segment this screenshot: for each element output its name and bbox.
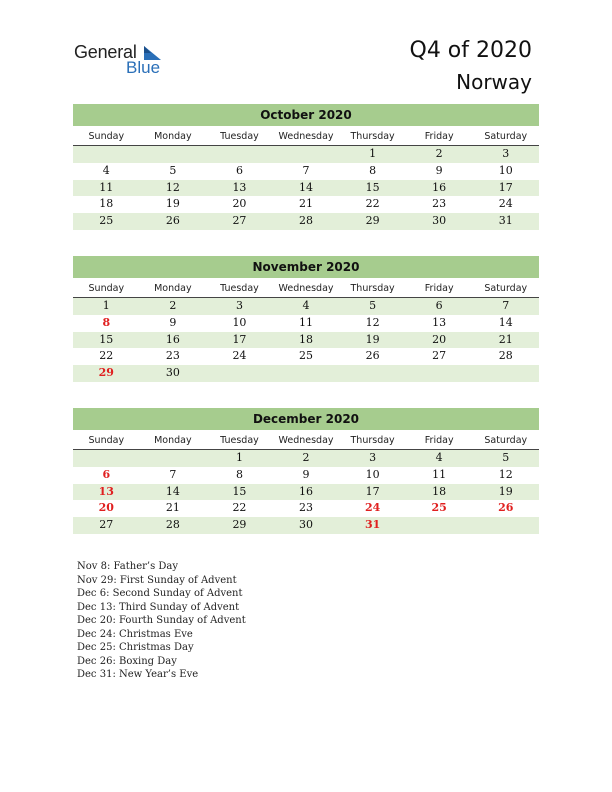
day-cell: 11: [432, 467, 447, 481]
day-cell: 7: [302, 163, 310, 177]
day-cell: 18: [299, 332, 314, 346]
day-cell: 9: [435, 163, 443, 177]
weekday-label: Friday: [424, 283, 454, 294]
day-cell: 14: [498, 315, 513, 329]
day-cell: 9: [302, 467, 310, 481]
day-cell: 30: [299, 518, 314, 532]
day-cell: [140, 450, 207, 467]
weekday-label: Saturday: [484, 435, 528, 446]
day-cell: 2: [302, 451, 310, 464]
day-cell: 19: [165, 197, 180, 211]
day-cell: 20: [432, 332, 447, 346]
holiday-note: Dec 31: New Year’s Eve: [77, 669, 199, 680]
week-row: [73, 332, 539, 349]
day-cell: [206, 365, 273, 382]
day-cell: 29: [365, 214, 380, 228]
weekday-header-row: [73, 432, 539, 450]
weekday-header-row: [73, 128, 539, 146]
day-cell: 4: [435, 451, 443, 464]
day-cell: 28: [165, 518, 180, 532]
holiday-note: Dec 24: Christmas Eve: [77, 628, 193, 640]
day-cell: 25: [431, 501, 447, 515]
day-cell: 17: [232, 332, 247, 346]
day-cell: 18: [99, 197, 114, 211]
day-cell: 11: [99, 180, 114, 194]
weekday-label: Tuesday: [220, 131, 259, 142]
day-cell: 31: [364, 518, 381, 532]
day-cell: 16: [165, 332, 180, 346]
week-row: [73, 196, 539, 213]
holiday-note: Nov 8: Father’s Day: [77, 561, 179, 572]
day-cell: 24: [498, 197, 513, 211]
day-cell: 13: [98, 484, 114, 498]
generalblue-logo: [74, 42, 174, 78]
day-cell: 15: [99, 332, 114, 346]
day-cell: [406, 365, 473, 382]
day-cell: 6: [435, 299, 443, 312]
day-cell: 4: [302, 299, 310, 312]
day-cell: 19: [365, 332, 380, 346]
weekday-label: Wednesday: [278, 283, 334, 294]
day-cell: 3: [235, 299, 243, 312]
day-cell: 22: [365, 197, 380, 211]
day-cell: [206, 146, 273, 163]
holiday-note: Nov 29: First Sunday of Advent: [77, 574, 237, 586]
weekday-label: Wednesday: [278, 131, 334, 142]
day-cell: 26: [165, 214, 180, 228]
holiday-note: Dec 6: Second Sunday of Advent: [77, 588, 243, 599]
day-cell: 2: [169, 299, 177, 312]
day-cell: 7: [502, 299, 510, 312]
day-cell: 22: [99, 349, 114, 363]
day-cell: 11: [299, 315, 314, 329]
day-cell: 15: [365, 180, 380, 194]
week-row: [73, 163, 539, 180]
week-row: [73, 146, 539, 163]
day-cell: 13: [432, 315, 447, 329]
day-cell: 27: [432, 349, 447, 363]
day-cell: 8: [369, 163, 377, 177]
weekday-label: Monday: [154, 131, 192, 142]
day-cell: [73, 146, 140, 163]
weekday-label: Sunday: [88, 131, 125, 142]
day-cell: 10: [365, 467, 380, 481]
day-cell: 13: [232, 180, 247, 194]
day-cell: [273, 365, 340, 382]
weekday-label: Friday: [424, 435, 454, 446]
day-cell: 5: [502, 451, 510, 464]
month-weeks: [73, 450, 539, 534]
weekday-label: Saturday: [484, 283, 528, 294]
day-cell: 25: [299, 349, 314, 363]
weekday-label: Sunday: [88, 435, 125, 446]
day-cell: 4: [102, 163, 110, 177]
week-row: [73, 517, 539, 534]
day-cell: [140, 146, 207, 163]
day-cell: 28: [299, 214, 314, 228]
day-cell: 23: [432, 197, 447, 211]
day-cell: 10: [232, 315, 247, 329]
day-cell: 22: [232, 501, 247, 515]
day-cell: 5: [169, 163, 177, 177]
month-title: December 2020: [73, 408, 539, 430]
weekday-label: Thursday: [350, 435, 395, 446]
day-cell: [73, 450, 140, 467]
month-december: [73, 408, 539, 534]
week-row: [73, 315, 539, 332]
holiday-note: Dec 20: Fourth Sunday of Advent: [77, 615, 246, 626]
day-cell: 3: [369, 451, 377, 464]
month-weeks: [73, 146, 539, 230]
logo-blue-text: Blue: [126, 58, 161, 77]
weekday-label: Tuesday: [220, 283, 259, 294]
day-cell: [339, 365, 406, 382]
day-cell: 15: [232, 484, 247, 498]
day-cell: 6: [102, 467, 111, 481]
day-cell: 30: [165, 366, 180, 380]
day-cell: 21: [165, 501, 180, 515]
day-cell: 12: [165, 180, 180, 194]
day-cell: 27: [232, 214, 247, 228]
day-cell: 2: [435, 147, 443, 160]
weekday-label: Friday: [424, 131, 454, 142]
day-cell: 24: [232, 349, 247, 363]
weekday-label: Monday: [154, 283, 192, 294]
day-cell: 29: [98, 366, 114, 380]
page-title: Q4 of 2020: [409, 38, 532, 63]
day-cell: [472, 365, 539, 382]
weekday-label: Thursday: [350, 131, 395, 142]
day-cell: 17: [365, 484, 380, 498]
day-cell: 21: [299, 197, 314, 211]
day-cell: 16: [432, 180, 447, 194]
month-october: [73, 104, 539, 230]
day-cell: 16: [299, 484, 314, 498]
week-row: [73, 348, 539, 365]
day-cell: 17: [498, 180, 513, 194]
holiday-note: Dec 26: Boxing Day: [77, 655, 177, 667]
day-cell: 1: [369, 147, 377, 160]
day-cell: 14: [165, 484, 180, 498]
day-cell: 30: [432, 214, 447, 228]
day-cell: [406, 517, 473, 534]
day-cell: 6: [235, 163, 243, 177]
day-cell: 1: [235, 451, 243, 464]
week-row: [73, 450, 539, 467]
holiday-notes: [77, 560, 246, 682]
week-row: [73, 500, 539, 517]
day-cell: 10: [498, 163, 513, 177]
day-cell: [472, 517, 539, 534]
day-cell: 8: [235, 467, 243, 481]
day-cell: 12: [498, 467, 513, 481]
day-cell: 14: [299, 180, 314, 194]
week-row: [73, 365, 539, 382]
week-row: [73, 180, 539, 197]
holiday-note: Dec 13: Third Sunday of Advent: [77, 601, 240, 613]
week-row: [73, 213, 539, 230]
day-cell: 24: [364, 501, 381, 515]
day-cell: 25: [99, 214, 114, 228]
week-row: [73, 484, 539, 501]
month-weeks: [73, 298, 539, 382]
day-cell: 9: [169, 315, 177, 329]
day-cell: 23: [165, 349, 180, 363]
weekday-label: Saturday: [484, 131, 528, 142]
month-title: November 2020: [73, 256, 539, 278]
month-title: October 2020: [73, 104, 539, 126]
month-november: [73, 256, 539, 382]
day-cell: 18: [432, 484, 447, 498]
weekday-label: Sunday: [88, 283, 125, 294]
weekday-label: Tuesday: [220, 435, 259, 446]
day-cell: 26: [498, 501, 514, 515]
weekday-label: Monday: [154, 435, 192, 446]
day-cell: 1: [102, 299, 110, 312]
day-cell: 26: [365, 349, 380, 363]
day-cell: [273, 146, 340, 163]
day-cell: 27: [99, 518, 114, 532]
day-cell: 21: [498, 332, 513, 346]
day-cell: 23: [299, 501, 314, 515]
day-cell: 8: [102, 315, 111, 329]
day-cell: 19: [498, 484, 513, 498]
country-name: Norway: [456, 70, 532, 94]
logo-general-text: General: [74, 42, 137, 62]
day-cell: 5: [369, 299, 377, 312]
weekday-header-row: [73, 280, 539, 298]
weekday-label: Thursday: [350, 283, 395, 294]
day-cell: 20: [98, 501, 114, 515]
day-cell: 7: [169, 467, 177, 481]
day-cell: 31: [498, 214, 513, 228]
weekday-label: Wednesday: [278, 435, 334, 446]
week-row: [73, 467, 539, 484]
day-cell: 3: [502, 147, 510, 160]
holiday-note: Dec 25: Christmas Day: [77, 642, 194, 653]
day-cell: 12: [365, 315, 380, 329]
day-cell: 29: [232, 518, 247, 532]
day-cell: 20: [232, 197, 247, 211]
day-cell: 28: [498, 349, 513, 363]
week-row: [73, 298, 539, 315]
